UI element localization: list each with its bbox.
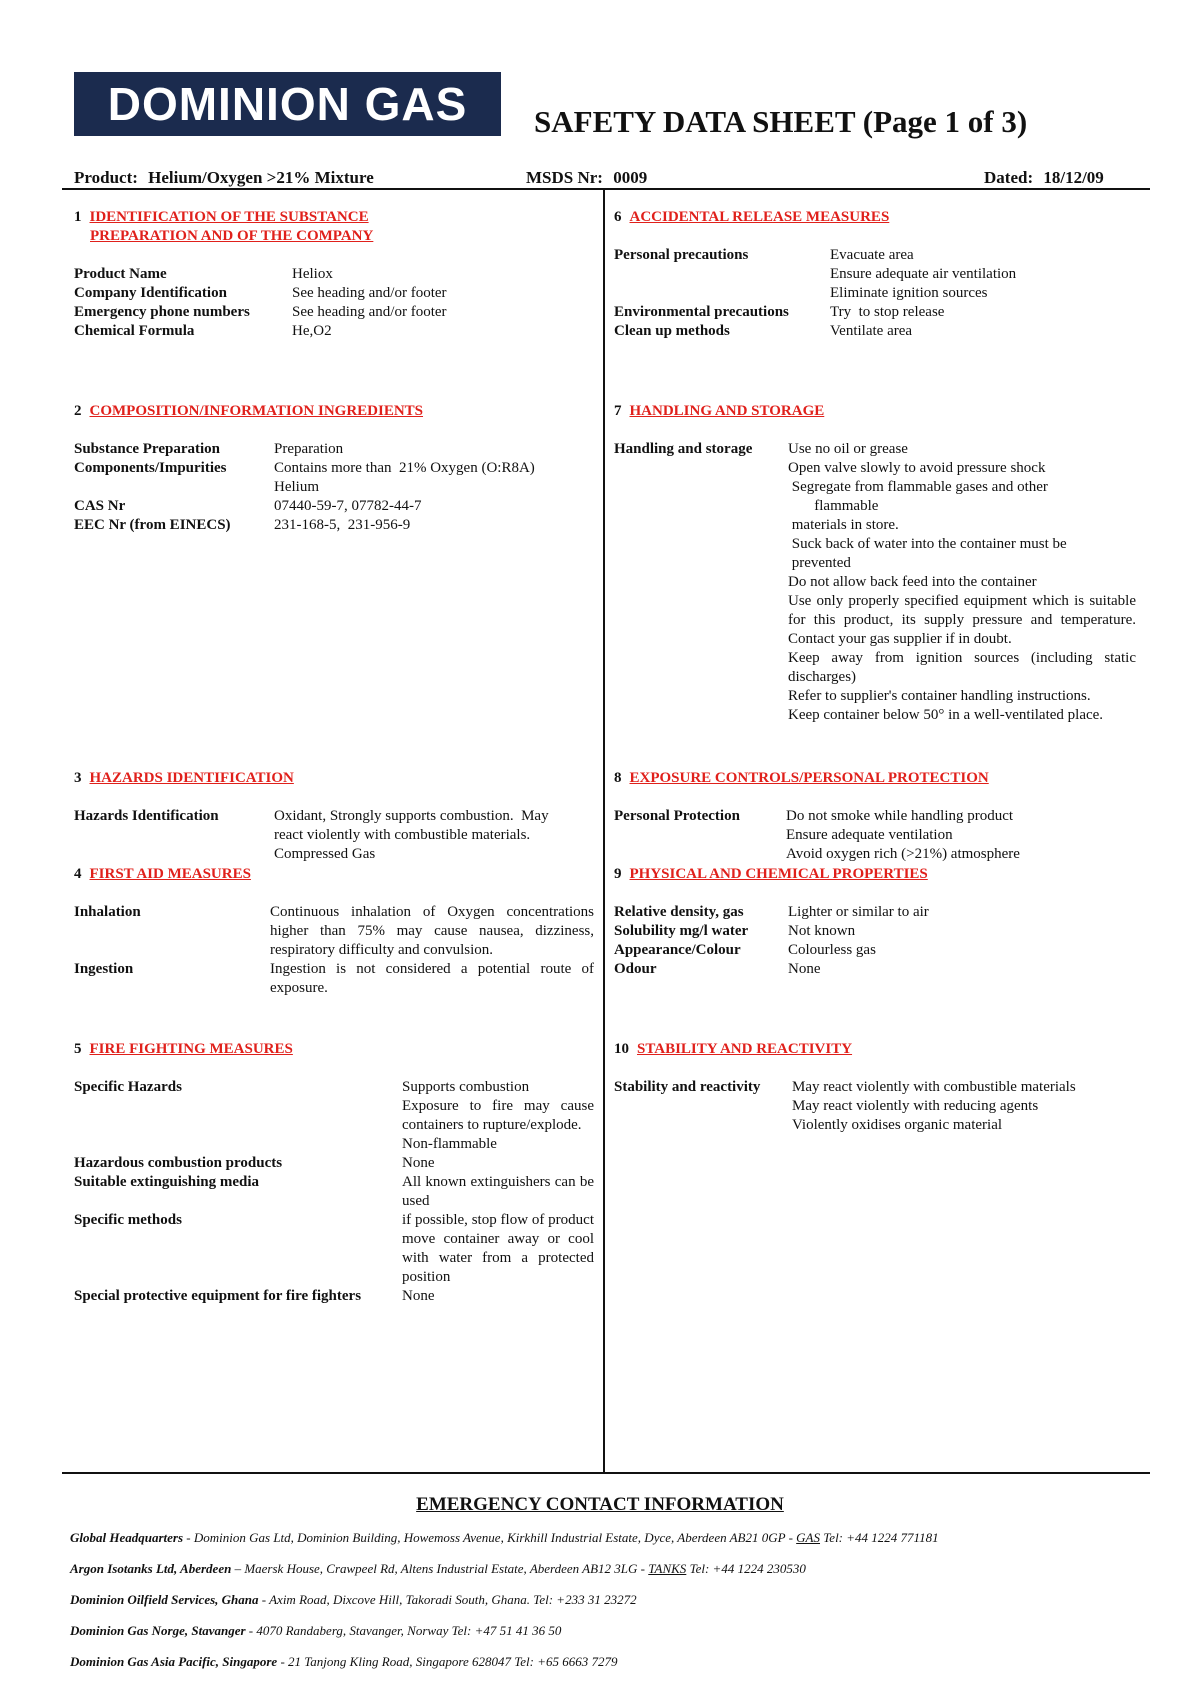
section-composition <box>74 402 594 535</box>
field-row <box>74 303 594 322</box>
field-value-line: materials in store. <box>788 517 899 533</box>
section-number: 6 <box>614 209 622 225</box>
field-label: Appearance/Colour <box>614 942 741 958</box>
field-value-line: May react violently with reducing agents <box>792 1098 1039 1114</box>
section-rows <box>74 1078 598 1306</box>
section-fire-fighting <box>74 1040 598 1306</box>
section-number: 8 <box>614 770 622 786</box>
field-label: Inhalation <box>74 904 141 920</box>
emergency-contact-line <box>70 1592 637 1608</box>
field-row <box>74 807 594 864</box>
field-value-line: Avoid oxygen rich (>21%) atmosphere <box>786 846 1020 862</box>
field-value-line: Open valve slowly to avoid pressure shock <box>788 460 1046 476</box>
contact-name: Argon Isotanks Ltd, Aberdeen <box>70 1561 232 1576</box>
field-value <box>788 440 1140 725</box>
field-value <box>830 246 1134 303</box>
field-value-line: Do not allow back feed into the container <box>788 574 1037 590</box>
field-row <box>74 1154 594 1173</box>
emergency-contact-line <box>70 1530 939 1546</box>
dated-value: 18/12/09 <box>1043 168 1104 187</box>
field-label: Odour <box>614 961 657 977</box>
field-value <box>830 322 1134 341</box>
section-number: 9 <box>614 866 622 882</box>
field-value <box>274 516 594 535</box>
field-value-line: react violently with combustible materials. <box>274 827 531 843</box>
field-label: Hazards Identification <box>74 808 219 824</box>
field-value-line: May react violently with combustible materials <box>792 1079 1076 1095</box>
field-value-line: Keep away from ignition sources (including static discharges) <box>788 650 1140 685</box>
field-value-line: 07440-59-7, 07782-44-7 <box>274 498 422 514</box>
product-field <box>74 168 374 188</box>
field-row <box>614 440 1140 725</box>
field-label: Components/Impurities <box>74 460 227 476</box>
field-row <box>74 440 594 459</box>
field-row <box>74 284 594 303</box>
field-value-line: He,O2 <box>292 323 332 339</box>
field-row <box>74 1211 598 1287</box>
product-value: Helium/Oxygen >21% Mixture <box>148 168 374 187</box>
section-title: FIRST AID MEASURES <box>89 866 251 882</box>
contact-name: Global Headquarters <box>70 1530 184 1545</box>
section-title: PHYSICAL AND CHEMICAL PROPERTIES <box>629 866 928 882</box>
field-value <box>402 1154 594 1173</box>
field-row <box>74 1287 594 1306</box>
field-label: Hazardous combustion products <box>74 1155 283 1171</box>
field-label: Personal precautions <box>614 247 749 263</box>
field-label: Specific Hazards <box>74 1079 182 1095</box>
field-row <box>74 903 598 960</box>
field-value-line: Contains more than 21% Oxygen (O:R8A) <box>274 460 535 476</box>
field-row <box>614 303 1134 322</box>
field-row <box>74 265 594 284</box>
field-value-line: Preparation <box>274 441 344 457</box>
product-label: Product: <box>74 168 138 187</box>
section-rows <box>74 807 594 864</box>
contact-name: Dominion Oilfield Services, Ghana <box>70 1592 259 1607</box>
field-value <box>292 322 594 341</box>
column-divider <box>603 190 605 1472</box>
emergency-contact-title: EMERGENCY CONTACT INFORMATION <box>416 1494 784 1515</box>
field-value <box>788 960 1134 979</box>
contact-address: - Axim Road, Dixcove Hill, Takoradi South, Ghana. Tel: +233 31 23272 <box>258 1592 637 1607</box>
field-row <box>614 246 1134 303</box>
field-row <box>614 960 1134 979</box>
header-divider <box>62 188 1150 190</box>
section-title: EXPOSURE CONTROLS/PERSONAL PROTECTION <box>629 770 989 786</box>
section-number: 4 <box>74 866 82 882</box>
section-title-line2: PREPARATION AND OF THE COMPANY <box>90 228 374 244</box>
section-rows <box>614 903 1134 979</box>
contact-name: Dominion Gas Asia Pacific, Singapore <box>70 1654 278 1669</box>
field-row <box>74 516 594 535</box>
company-logo: DOMINION GAS <box>74 72 501 136</box>
field-label: Personal Protection <box>614 808 740 824</box>
field-value-line: Segregate from flammable gases and other <box>788 479 1048 495</box>
field-value-line: Supports combustion <box>402 1079 530 1095</box>
section-number: 1 <box>74 209 82 225</box>
field-value-line: All known extinguishers can be used <box>402 1174 598 1209</box>
field-value <box>788 903 1134 922</box>
field-row <box>74 497 594 516</box>
msds-value: 0009 <box>613 168 648 187</box>
field-row <box>614 807 1134 864</box>
field-value-line: Helium <box>274 479 319 495</box>
field-value <box>274 440 594 459</box>
field-label: Stability and reactivity <box>614 1079 761 1095</box>
field-label: Company Identification <box>74 285 227 301</box>
section-exposure-controls <box>614 769 1134 864</box>
document-title: SAFETY DATA SHEET (Page 1 of 3) <box>534 104 1028 139</box>
field-value-line: Compressed Gas <box>274 846 376 862</box>
field-value-line: Do not smoke while handling product <box>786 808 1014 824</box>
section-identification <box>74 208 594 341</box>
field-value <box>402 1287 594 1306</box>
section-title: FIRE FIGHTING MEASURES <box>89 1041 293 1057</box>
contact-division: TANKS <box>648 1561 687 1576</box>
field-row <box>614 922 1134 941</box>
field-value-line: Non-flammable <box>402 1136 497 1152</box>
field-value <box>792 1078 1134 1135</box>
field-value <box>830 303 1134 322</box>
field-label: Special protective equipment for fire fighters <box>74 1288 362 1304</box>
dated-field <box>984 168 1104 188</box>
section-number: 10 <box>614 1041 629 1057</box>
field-value-line: None <box>402 1155 435 1171</box>
field-value-line: Continuous inhalation of Oxygen concentrations higher than 75% may cause nausea, dizziness, respiratory difficulty and convulsion. <box>270 904 598 958</box>
dated-label: Dated: <box>984 168 1034 187</box>
contact-name: Dominion Gas Norge, Stavanger <box>70 1623 246 1638</box>
section-title: ACCIDENTAL RELEASE MEASURES <box>629 209 890 225</box>
field-label: Product Name <box>74 266 167 282</box>
field-row <box>74 459 594 497</box>
field-value <box>274 807 594 864</box>
field-value-line: prevented <box>788 555 851 571</box>
field-value-line: Try to stop release <box>830 304 945 320</box>
section-number: 3 <box>74 770 82 786</box>
field-value <box>292 284 594 303</box>
section-hazards <box>74 769 594 864</box>
field-value <box>402 1078 598 1154</box>
field-value-line: Use only properly specified equipment which is suitable for this product, its supply pressure and temperature. Contact your gas supplier if in doubt. <box>788 593 1140 647</box>
contact-address: – Maersk House, Crawpeel Rd, Altens Industrial Estate, Aberdeen AB12 3LG - <box>231 1561 649 1576</box>
field-value-line: Colourless gas <box>788 942 876 958</box>
field-value <box>788 941 1134 960</box>
field-value <box>270 903 598 960</box>
field-label: Suitable extinguishing media <box>74 1174 260 1190</box>
field-value <box>786 807 1134 864</box>
field-value-line: Eliminate ignition sources <box>830 285 988 301</box>
field-value-line: Ensure adequate air ventilation <box>830 266 1017 282</box>
contact-address: - 21 Tanjong Kling Road, Singapore 628047 Tel: +65 6663 7279 <box>277 1654 618 1669</box>
emergency-contact-line <box>70 1623 561 1639</box>
field-value-line: Suck back of water into the container must be <box>788 536 1067 552</box>
section-title: IDENTIFICATION OF THE SUBSTANCE <box>89 209 369 225</box>
field-value-line: Exposure to fire may cause containers to rupture/explode. <box>402 1098 598 1133</box>
field-value <box>292 265 594 284</box>
field-row <box>74 1173 598 1211</box>
section-number: 2 <box>74 403 82 419</box>
section-first-aid <box>74 865 598 998</box>
contact-phone: Tel: +44 1224 230530 <box>686 1561 806 1576</box>
field-label: Environmental precautions <box>614 304 789 320</box>
field-label: Specific methods <box>74 1212 182 1228</box>
field-value <box>292 303 594 322</box>
field-value-line: Ensure adequate ventilation <box>786 827 953 843</box>
field-value <box>274 497 594 516</box>
section-rows <box>614 1078 1134 1135</box>
section-title: HAZARDS IDENTIFICATION <box>89 770 294 786</box>
section-stability-reactivity <box>614 1040 1134 1135</box>
section-title: HANDLING AND STORAGE <box>629 403 825 419</box>
section-rows <box>614 807 1134 864</box>
field-value-line: Oxidant, Strongly supports combustion. May <box>274 808 549 824</box>
field-row <box>74 322 594 341</box>
field-label: Chemical Formula <box>74 323 195 339</box>
section-rows <box>614 246 1134 341</box>
field-value-line: Lighter or similar to air <box>788 904 929 920</box>
field-value <box>402 1173 598 1211</box>
section-handling-storage <box>614 402 1140 725</box>
emergency-contact-line <box>70 1654 617 1670</box>
field-value-line: Heliox <box>292 266 333 282</box>
field-value-line: Refer to supplier's container handling instructions. <box>788 688 1091 704</box>
field-label: Relative density, gas <box>614 904 744 920</box>
section-number: 5 <box>74 1041 82 1057</box>
field-value-line: Not known <box>788 923 856 939</box>
field-value <box>788 922 1134 941</box>
field-value-line: None <box>788 961 821 977</box>
field-value-line: 231-168-5, 231-956-9 <box>274 517 411 533</box>
contact-phone: Tel: +44 1224 771181 <box>820 1530 939 1545</box>
section-number: 7 <box>614 403 622 419</box>
section-title: STABILITY AND REACTIVITY <box>637 1041 853 1057</box>
field-value-line: Evacuate area <box>830 247 914 263</box>
footer-divider <box>62 1472 1150 1474</box>
field-value-line: See heading and/or footer <box>292 304 447 320</box>
field-label: EEC Nr (from EINECS) <box>74 517 231 533</box>
field-value-line: None <box>402 1288 435 1304</box>
field-row <box>614 322 1134 341</box>
field-value <box>274 459 594 497</box>
section-physical-properties <box>614 865 1134 979</box>
contact-division: GAS <box>796 1530 821 1545</box>
field-label: Solubility mg/l water <box>614 923 749 939</box>
field-value <box>270 960 598 998</box>
field-label: Ingestion <box>74 961 134 977</box>
field-label: Clean up methods <box>614 323 730 339</box>
section-rows <box>614 440 1140 725</box>
field-row <box>614 1078 1134 1135</box>
field-label: CAS Nr <box>74 498 126 514</box>
section-rows <box>74 903 598 998</box>
emergency-contact-line <box>70 1561 806 1577</box>
section-rows <box>74 265 594 341</box>
field-value-line: Ingestion is not considered a potential route of exposure. <box>270 961 598 996</box>
section-accidental-release <box>614 208 1134 341</box>
field-row <box>74 1078 598 1154</box>
msds-label: MSDS Nr: <box>526 168 603 187</box>
field-value-line: See heading and/or footer <box>292 285 447 301</box>
contact-address: - 4070 Randaberg, Stavanger, Norway Tel: +47 51 41 36 50 <box>245 1623 562 1638</box>
field-label: Emergency phone numbers <box>74 304 250 320</box>
contact-address: - Dominion Gas Ltd, Dominion Building, Howemoss Avenue, Kirkhill Industrial Estate, Dyce, Aberdeen AB21 0GP - <box>183 1530 797 1545</box>
msds-field <box>526 168 647 188</box>
section-title: COMPOSITION/INFORMATION INGREDIENTS <box>89 403 424 419</box>
field-label: Handling and storage <box>614 441 753 457</box>
field-value-line: Violently oxidises organic material <box>792 1117 1003 1133</box>
field-label: Substance Preparation <box>74 441 220 457</box>
field-value-line: Ventilate area <box>830 323 913 339</box>
field-value-line: Use no oil or grease <box>788 441 908 457</box>
field-row <box>614 941 1134 960</box>
section-rows <box>74 440 594 535</box>
field-row <box>614 903 1134 922</box>
field-row <box>74 960 598 998</box>
field-value <box>402 1211 598 1287</box>
field-value-line: Keep container below 50° in a well-ventilated place. <box>788 707 1104 723</box>
field-value-line: flammable <box>788 498 879 514</box>
field-value-line: if possible, stop flow of product move container away or cool with water from a protected position <box>402 1212 598 1285</box>
